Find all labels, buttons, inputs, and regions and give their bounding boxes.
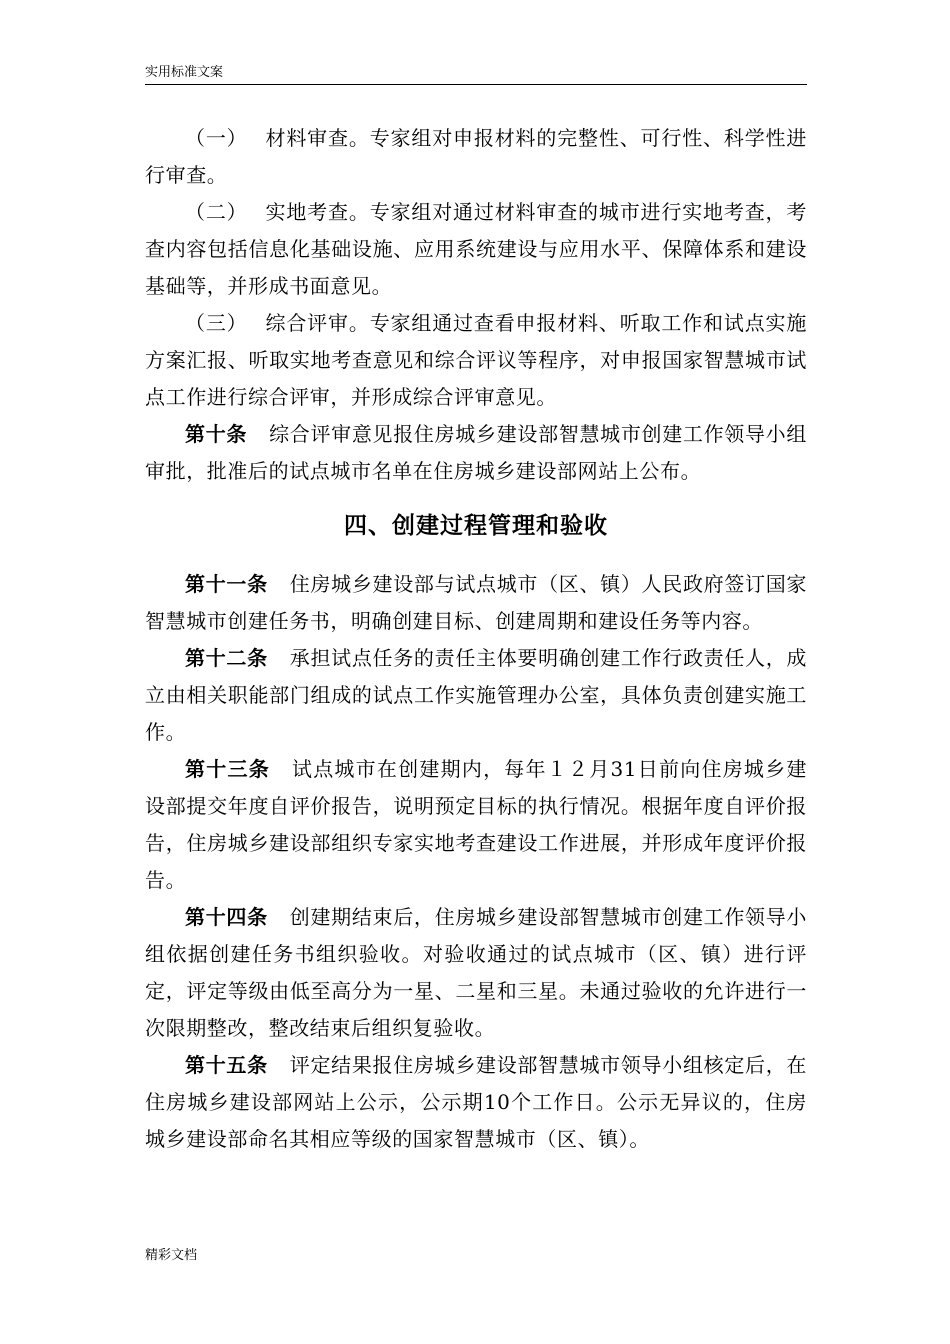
- article-15: [145, 1047, 807, 1158]
- article-text: 试点城市在创建期内，每年１２月31日前向住房城乡建设部提交年度自评价报告，说明预定目标的执行情况。根据年度自评价报告，住房城乡建设部组织专家实地考查建设工作进展，并形成年度评价报告。: [145, 757, 808, 892]
- paragraph-text: 综合评审。专家组通过查看申报材料、听取工作和试点实施方案汇报、听取实地考查意见和综合评议等程序，对申报国家智慧城市试点工作进行综合评审，并形成综合评审意见。: [145, 311, 807, 409]
- article-label: 第十一条: [185, 572, 268, 596]
- article-label: 第十二条: [185, 646, 268, 670]
- paragraph-material-review: [145, 120, 807, 194]
- article-text: 综合评审意见报住房城乡建设部智慧城市创建工作领导小组审批，批准后的试点城市名单在住房城乡建设部网站上公布。: [145, 422, 807, 483]
- paragraph-text: 材料审查。专家组对申报材料的完整性、可行性、科学性进行审查。: [145, 126, 807, 187]
- article-12: [145, 640, 807, 751]
- article-14: [145, 899, 807, 1047]
- paragraph-comprehensive-review: [145, 305, 807, 416]
- page-footer: 精彩文档: [145, 1248, 198, 1263]
- article-label: 第十五条: [185, 1053, 268, 1077]
- article-11: [145, 566, 807, 640]
- article-text: 承担试点任务的责任主体要明确创建工作行政责任人，成立由相关职能部门组成的试点工作实施管理办公室，具体负责创建实施工作。: [145, 646, 808, 744]
- paragraph-site-inspection: [145, 194, 807, 305]
- article-label: 第十三条: [185, 757, 270, 781]
- item-number: （三）: [185, 311, 248, 335]
- article-10: [145, 416, 807, 490]
- paragraph-text: 实地考查。专家组对通过材料审查的城市进行实地考查，考查内容包括信息化基础设施、应用系统建设与应用水平、保障体系和建设基础等，并形成书面意见。: [145, 200, 807, 298]
- article-label: 第十条: [185, 422, 248, 446]
- item-number: （二）: [185, 200, 248, 224]
- page-header: 实用标准文案: [145, 64, 807, 85]
- article-text: 住房城乡建设部与试点城市（区、镇）人民政府签订国家智慧城市创建任务书，明确创建目标、创建周期和建设任务等内容。: [145, 572, 808, 633]
- document-body: [145, 120, 807, 1158]
- article-label: 第十四条: [185, 905, 268, 929]
- article-text: 创建期结束后，住房城乡建设部智慧城市创建工作领导小组依据创建任务书组织验收。对验收通过的试点城市（区、镇）进行评定，评定等级由低至高分为一星、二星和三星。未通过验收的允许进行一次限期整改，整改结束后组织复验收。: [145, 905, 808, 1040]
- section-title: 四、创建过程管理和验收: [344, 512, 608, 539]
- article-13: [145, 751, 807, 899]
- article-text: 评定结果报住房城乡建设部智慧城市领导小组核定后，在住房城乡建设部网站上公示，公示期10个工作日。公示无异议的，住房城乡建设部命名其相应等级的国家智慧城市（区、镇）。: [145, 1053, 808, 1151]
- item-number: （一）: [185, 126, 248, 150]
